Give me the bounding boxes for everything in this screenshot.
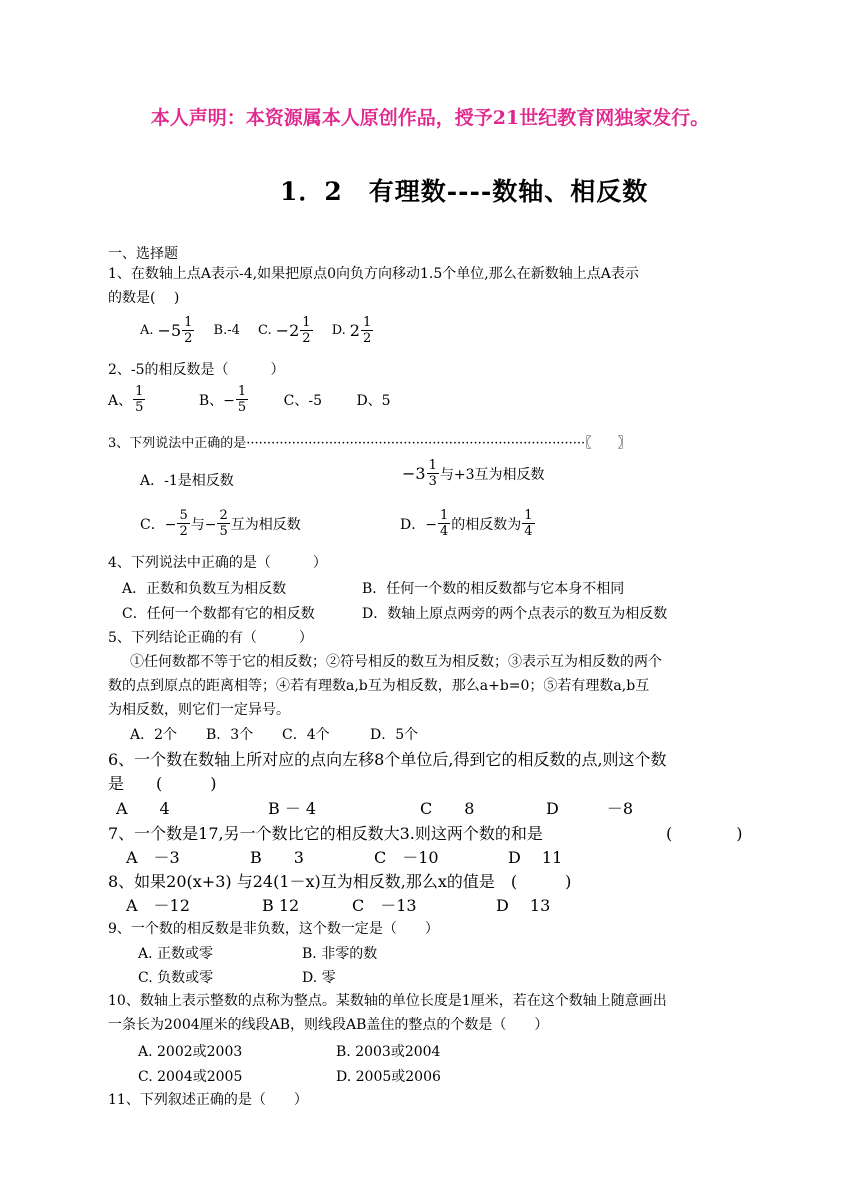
q4-option-d[interactable]: D．数轴上原点两旁的两个点表示的数互为相反数: [362, 606, 668, 622]
q6-option-a[interactable]: A 4: [116, 799, 170, 818]
q2-stem: 2、-5的相反数是（ ）: [108, 362, 285, 378]
q2-option-a-fraction: [133, 384, 145, 415]
q3-option-a[interactable]: A．-1是相反数: [140, 473, 234, 489]
q11-stem: 11、下列叙述正确的是（ ）: [108, 1092, 308, 1108]
page-title: 1．2 有理数----数轴、相反数: [280, 177, 649, 206]
q7-option-b[interactable]: B 3: [250, 848, 304, 867]
q4-option-a[interactable]: A．正数和负数互为相反数: [122, 581, 287, 597]
q3-c-num2: 2: [219, 508, 228, 523]
q10-option-c[interactable]: C. 2004或2005: [138, 1069, 243, 1085]
q5-text-line3: 为相反数，则它们一定异号。: [108, 702, 290, 718]
q9-option-d[interactable]: D. 零: [302, 970, 336, 986]
q1-option-a-label: A.: [140, 323, 154, 338]
q1-a-num: 1: [184, 315, 193, 330]
q3-stem: 3、下列说法中正确的是··················································································〖 〗: [108, 436, 631, 451]
q3-b-den: 3: [428, 474, 437, 489]
q1-option-a-whole: −5: [157, 321, 182, 340]
q1-option-a-fraction: [182, 315, 194, 346]
q3-d-fraction-1: [438, 508, 450, 539]
q8-option-a[interactable]: A －12: [126, 896, 190, 915]
q1-option-d-fraction: [361, 315, 373, 346]
q1-a-den: 2: [184, 331, 193, 346]
q3-c-mid: 与−: [190, 516, 217, 533]
q10-stem-line1: 10、数轴上表示整数的点称为整点。某数轴的单位长度是1厘米，若在这个数轴上随意画出: [108, 993, 667, 1009]
q5-option-a[interactable]: A．2个: [130, 727, 178, 743]
q3-d-den1: 4: [439, 524, 449, 539]
q10-option-b[interactable]: B. 2003或2004: [336, 1044, 441, 1060]
q3-d-mid: 的相反数为: [451, 516, 522, 533]
q3-c-num1: 5: [179, 508, 188, 523]
q9-stem: 9、一个数的相反数是非负数，这个数一定是（ ）: [108, 921, 439, 937]
q3-option-d[interactable]: [400, 508, 536, 539]
q3-b-whole: −3: [402, 464, 426, 483]
q8-option-c[interactable]: C －13: [352, 896, 417, 915]
q7-option-c[interactable]: C －10: [374, 848, 439, 867]
q1-stem-line1: 1、在数轴上点A表示-4,如果把原点0向负方向移动1.5个单位,那么在新数轴上点A表示: [108, 266, 639, 282]
q2-option-a-label: A、: [108, 392, 133, 409]
q2-option-c[interactable]: C、-5: [283, 392, 322, 409]
q2-a-den: 5: [135, 400, 144, 415]
q3-d-den2: 4: [524, 524, 533, 539]
q4-stem: 4、下列说法中正确的是（ ）: [108, 555, 327, 571]
q5-option-b[interactable]: B．3个: [206, 727, 254, 743]
q3-c-fraction-1: [177, 508, 189, 539]
q1-option-d[interactable]: [332, 315, 375, 346]
q10-stem-line2: 一条长为2004厘米的线段AB，则线段AB盖住的整点的个数是（ ）: [108, 1017, 549, 1033]
q10-option-a[interactable]: A. 2002或2003: [138, 1044, 243, 1060]
q9-option-c[interactable]: C. 负数或零: [138, 970, 214, 986]
q6-option-c[interactable]: C 8: [420, 799, 475, 818]
q9-option-a[interactable]: A. 正数或零: [138, 946, 214, 962]
q6-stem-line1: 6、一个数在数轴上所对应的点向左移8个单位后,得到它的相反数的点,则这个数: [108, 750, 667, 769]
q8-option-b[interactable]: B 12: [262, 896, 300, 915]
copyright-declaration: 本人声明：本资源属本人原创作品，授予21世纪教育网独家发行。: [150, 107, 710, 129]
q1-option-d-whole: 2: [349, 321, 360, 340]
q10-option-d[interactable]: D. 2005或2006: [336, 1069, 441, 1085]
q2-option-a[interactable]: [108, 384, 146, 415]
q3-d-fraction-2: [522, 508, 534, 539]
q1-c-num: 1: [302, 315, 311, 330]
q1-option-a[interactable]: [140, 315, 195, 346]
section-heading: 一、选择题: [108, 246, 178, 262]
q7-option-a[interactable]: A －3: [126, 848, 180, 867]
q1-c-den: 2: [302, 331, 311, 346]
q3-d-num2: 1: [524, 508, 533, 523]
q8-option-d[interactable]: D 13: [496, 896, 551, 915]
q1-option-b[interactable]: B.-4: [213, 323, 240, 338]
q5-text-line2: 数的点到原点的距离相等；④若有理数a,b互为相反数，那么a+b=0；⑤若有理数a,b互: [108, 678, 650, 694]
q5-option-d[interactable]: D．5个: [370, 727, 419, 743]
q7-stem: 7、一个数是17,另一个数比它的相反数大3.则这两个数的和是: [108, 824, 543, 843]
q1-d-den: 2: [362, 331, 372, 346]
q1-stem-line2: 的数是( ): [108, 290, 180, 306]
q3-d-label: D．−: [400, 516, 437, 533]
q3-d-num1: 1: [439, 508, 449, 523]
q2-options: [108, 384, 391, 415]
q6-option-d[interactable]: D －8: [546, 799, 634, 818]
q3-c-label: C．−: [140, 516, 177, 533]
q3-b-num: 1: [428, 458, 437, 473]
q2-option-b-fraction: [236, 384, 248, 415]
q1-option-c-fraction: [300, 315, 312, 346]
q3-b-fraction: [427, 458, 439, 489]
q5-text-line1: ①任何数都不等于它的相反数；②符号相反的数互为相反数；③表示互为相反数的两个: [130, 654, 662, 670]
q7-answer-paren: ( ): [666, 824, 743, 843]
q3-option-b[interactable]: [402, 458, 545, 489]
q4-option-c[interactable]: C．任何一个数都有它的相反数: [122, 606, 315, 622]
q3-c-den1: 2: [179, 524, 188, 539]
q9-option-b[interactable]: B. 非零的数: [302, 946, 378, 962]
q7-option-d[interactable]: D 11: [508, 848, 563, 867]
q2-option-b-label: B、−: [198, 392, 235, 409]
q6-stem-line2: 是 ( ): [108, 774, 217, 793]
q5-stem: 5、下列结论正确的有（ ）: [108, 630, 313, 646]
q2-b-num: 1: [237, 384, 247, 399]
q1-d-num: 1: [362, 315, 372, 330]
q5-option-c[interactable]: C．4个: [282, 727, 330, 743]
q1-options: [140, 315, 374, 346]
q6-option-b[interactable]: B － 4: [268, 799, 317, 818]
q1-option-c[interactable]: [258, 315, 314, 346]
q3-c-den2: 5: [219, 524, 228, 539]
q3-c-tail: 互为相反数: [230, 516, 301, 533]
q2-option-b[interactable]: [199, 384, 249, 415]
q3-b-tail: 与+3互为相反数: [439, 466, 545, 483]
q8-stem: 8、如果20(x+3) 与24(1－x)互为相反数,那么x的值是 ( ): [108, 872, 572, 891]
q3-option-c[interactable]: [140, 508, 301, 539]
q1-option-c-whole: −2: [275, 321, 300, 340]
q1-option-c-label: C.: [258, 323, 272, 338]
q1-option-d-label: D.: [331, 323, 346, 338]
q2-a-num: 1: [135, 384, 144, 399]
q2-b-den: 5: [237, 400, 247, 415]
q4-option-b[interactable]: B．任何一个数的相反数都与它本身不相同: [362, 581, 625, 597]
q2-option-d[interactable]: D、5: [356, 392, 391, 409]
q3-c-fraction-2: [217, 508, 229, 539]
